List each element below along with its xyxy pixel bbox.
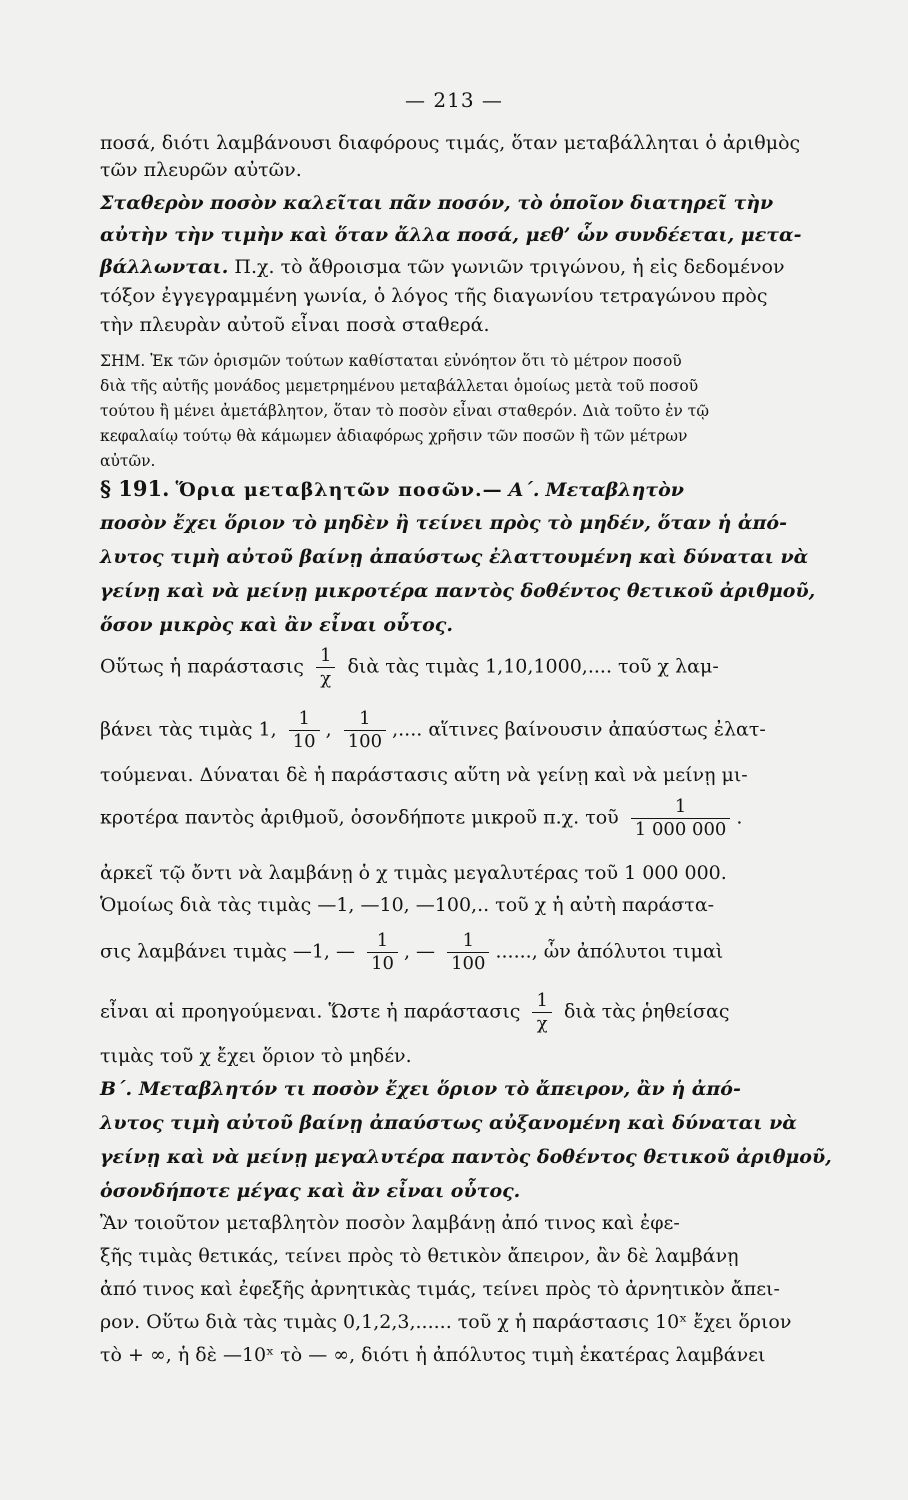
text-line: ἀρκεῖ τῷ ὄντι νὰ λαμβάνῃ ὁ χ τιμὰς μεγαλυτέρας τοῦ 1 000 000. bbox=[100, 862, 727, 884]
numerator: 1 bbox=[319, 645, 332, 666]
note-line: κεφαλαίῳ τούτῳ θὰ κάμωμεν ἀδιαφόρως χρῆσιν τῶν ποσῶν ἢ τῶν μέτρων bbox=[100, 427, 688, 445]
fraction-1-over-million bbox=[631, 796, 731, 841]
definition-label: Β΄. bbox=[100, 1078, 133, 1100]
text-line: τόξον ἐγγεγραμμένη γωνία, ὁ λόγος τῆς διαγωνίου τετραγώνου πρὸς bbox=[100, 285, 768, 307]
denominator: χ bbox=[320, 668, 332, 689]
numerator: 1 bbox=[359, 708, 371, 729]
note-line: ΣΗΜ. Ἐκ τῶν ὁρισμῶν τούτων καθίσταται εὐνόητον ὅτι τὸ μέτρον ποσοῦ bbox=[100, 352, 682, 370]
fraction-1-over-x bbox=[316, 645, 335, 690]
text-segment: κροτέρα παντὸς ἀριθμοῦ, ὁσονδήποτε μικροῦ π.χ. τοῦ bbox=[100, 806, 619, 829]
definition-line: βάλλωνται. bbox=[100, 256, 229, 278]
definition-line: ποσὸν ἔχει ὅριον τὸ μηδὲν ἢ τείνει πρὸς τὸ μηδέν, ὅταν ἡ ἀπό- bbox=[100, 512, 787, 534]
text-line: ποσά, διότι λαμβάνουσι διαφόρους τιμάς, ὅταν μεταβάλληται ὁ ἀριθμὸς bbox=[100, 132, 801, 154]
text-line: ἀπό τινος καὶ ἐφεξῆς ἀρνητικὰς τιμάς, τείνει πρὸς τὸ ἀρνητικὸν ἄπει- bbox=[100, 1278, 780, 1300]
text-line: ρον. Οὕτω διὰ τὰς τιμὰς 0,1,2,3,...... τοῦ χ ἡ παράστασις 10ˣ ἔχει ὅριον bbox=[100, 1311, 792, 1333]
section-heading bbox=[100, 476, 830, 503]
text-line: τῶν πλευρῶν αὐτῶν. bbox=[100, 159, 302, 181]
definition-line: ὅσον μικρὸς καὶ ἂν εἶναι οὗτος. bbox=[100, 614, 453, 636]
denominator: 100 bbox=[347, 731, 383, 752]
definition-line: λυτος τιμὴ αὐτοῦ βαίνῃ ἀπαύστως ἐλαττουμένη καὶ δύναται νὰ bbox=[100, 546, 809, 568]
fraction-1-over-10 bbox=[367, 930, 398, 975]
note-line: αὐτῶν. bbox=[100, 452, 156, 470]
definition-line: Μεταβλητὸν bbox=[545, 479, 684, 501]
formula-line bbox=[100, 796, 830, 841]
numerator: 1 bbox=[298, 708, 310, 729]
numerator: 1 bbox=[376, 930, 389, 951]
text-segment: ......, ὧν ἀπόλυτοι τιμαὶ bbox=[495, 940, 724, 963]
formula-line bbox=[100, 645, 830, 690]
example-text: Π.χ. τὸ ἄθροισμα τῶν γωνιῶν τριγώνου, ἡ εἰς δεδομένον bbox=[234, 256, 785, 278]
note-line: τούτου ἢ μένει ἀμετάβλητον, ὅταν τὸ ποσὸν εἶναι σταθερόν. Διὰ τοῦτο ἐν τῷ bbox=[100, 402, 709, 420]
section-number: § 191. bbox=[100, 476, 170, 501]
text-segment: Οὕτως ἡ παράστασις bbox=[100, 655, 304, 678]
definition-line: λυτος τιμὴ αὐτοῦ βαίνῃ ἀπαύστως αὐξανομένη καὶ δύναται νὰ bbox=[100, 1112, 797, 1134]
formula-line bbox=[100, 930, 830, 975]
section-sub: Α΄. bbox=[508, 479, 540, 501]
definition-line: ὁσονδήποτε μέγας καὶ ἂν εἶναι οὗτος. bbox=[100, 1180, 521, 1202]
text-line: Ὁμοίως διὰ τὰς τιμὰς —1, —10, —100,.. τοῦ χ ἡ αὐτὴ παράστα- bbox=[100, 894, 715, 916]
numerator: 1 bbox=[536, 990, 548, 1011]
definition-line: αὐτὴν τὴν τιμὴν καὶ ὅταν ἄλλα ποσά, μεθ’ ὧν συνδέεται, μετα- bbox=[100, 224, 802, 246]
fraction-1-over-100 bbox=[344, 708, 386, 753]
fraction-1-over-100 bbox=[447, 930, 489, 975]
formula-line bbox=[100, 990, 830, 1035]
denominator: χ bbox=[536, 1013, 548, 1034]
page-number: — 213 — bbox=[405, 88, 503, 112]
text-segment: διὰ τὰς τιμὰς 1,10,1000,.... τοῦ χ λαμ- bbox=[347, 655, 719, 678]
text-segment: αἵτινες βαίνουσιν ἀπαύστως ἐλατ- bbox=[428, 718, 766, 741]
text-segment: , — bbox=[403, 940, 436, 963]
text-segment: βάνει τὰς τιμὰς 1, bbox=[100, 718, 277, 741]
text-line bbox=[100, 254, 830, 280]
definition-line bbox=[100, 1076, 830, 1102]
denominator: 100 bbox=[451, 953, 486, 974]
denominator: 10 bbox=[371, 953, 394, 974]
numerator: 1 bbox=[462, 930, 475, 951]
numerator: 1 bbox=[674, 796, 687, 817]
definition-line: Σταθερὸν ποσὸν καλεῖται πᾶν ποσόν, τὸ ὁποῖον διατηρεῖ τὴν bbox=[100, 192, 774, 214]
definition-line: γείνῃ καὶ νὰ μείνῃ μικροτέρα παντὸς δοθέντος θετικοῦ ἀριθμοῦ, bbox=[100, 580, 816, 602]
definition-text: Μεταβλητόν τι ποσὸν ἔχει ὅριον τὸ ἄπειρον, ἂν ἡ ἀπό- bbox=[138, 1078, 741, 1100]
text-line: ξῆς τιμὰς θετικάς, τείνει πρὸς τὸ θετικὸν ἄπειρον, ἂν δὲ λαμβάνῃ bbox=[100, 1245, 739, 1267]
text-line: τιμὰς τοῦ χ ἔχει ὅριον τὸ μηδέν. bbox=[100, 1045, 412, 1067]
text-segment: . bbox=[736, 806, 743, 829]
text-line: Ἂν τοιοῦτον μεταβλητὸν ποσὸν λαμβάνῃ ἀπό τινος καὶ ἐφε- bbox=[100, 1212, 680, 1234]
note-line: διὰ τῆς αὐτῆς μονάδος μεμετρημένου μεταβάλλεται ὁμοίως μετὰ τοῦ ποσοῦ bbox=[100, 377, 699, 395]
text-line: τὸ + ∞, ἡ δὲ —10ˣ τὸ — ∞, διότι ἡ ἀπόλυτος τιμὴ ἑκατέρας λαμβάνει bbox=[100, 1344, 766, 1366]
text-segment: σις λαμβάνει τιμὰς —1, — bbox=[100, 940, 356, 963]
text-segment: εἶναι αἱ προηγούμεναι. Ὥστε ἡ παράστασις bbox=[100, 1000, 521, 1023]
text-line: τούμεναι. Δύναται δὲ ἡ παράστασις αὕτη νὰ γείνῃ καὶ νὰ μείνῃ μι- bbox=[100, 764, 748, 786]
denominator: 10 bbox=[292, 731, 316, 752]
text-line: τὴν πλευρὰν αὐτοῦ εἶναι ποσὰ σταθερά. bbox=[100, 314, 490, 336]
fraction-1-over-x bbox=[532, 990, 551, 1035]
formula-line: βάνει τὰς τιμὰς 1, $\frac{1}{10}$ , $\frac{1}{100}$ ,.... αἵτινες βαίνουσιν ἀπαύστως ἐλατ- bbox=[100, 708, 766, 752]
text-segment: διὰ τὰς ῥηθείσας bbox=[563, 1000, 730, 1023]
definition-line: γείνῃ καὶ νὰ μείνῃ μεγαλυτέρα παντὸς δοθέντος θετικοῦ ἀριθμοῦ, bbox=[100, 1146, 832, 1168]
fraction-1-over-10 bbox=[289, 708, 320, 753]
section-title: Ὅρια μεταβλητῶν ποσῶν.— bbox=[175, 479, 503, 501]
denominator: 1 000 000 bbox=[634, 819, 727, 840]
text-segment: ,.... bbox=[392, 718, 423, 741]
